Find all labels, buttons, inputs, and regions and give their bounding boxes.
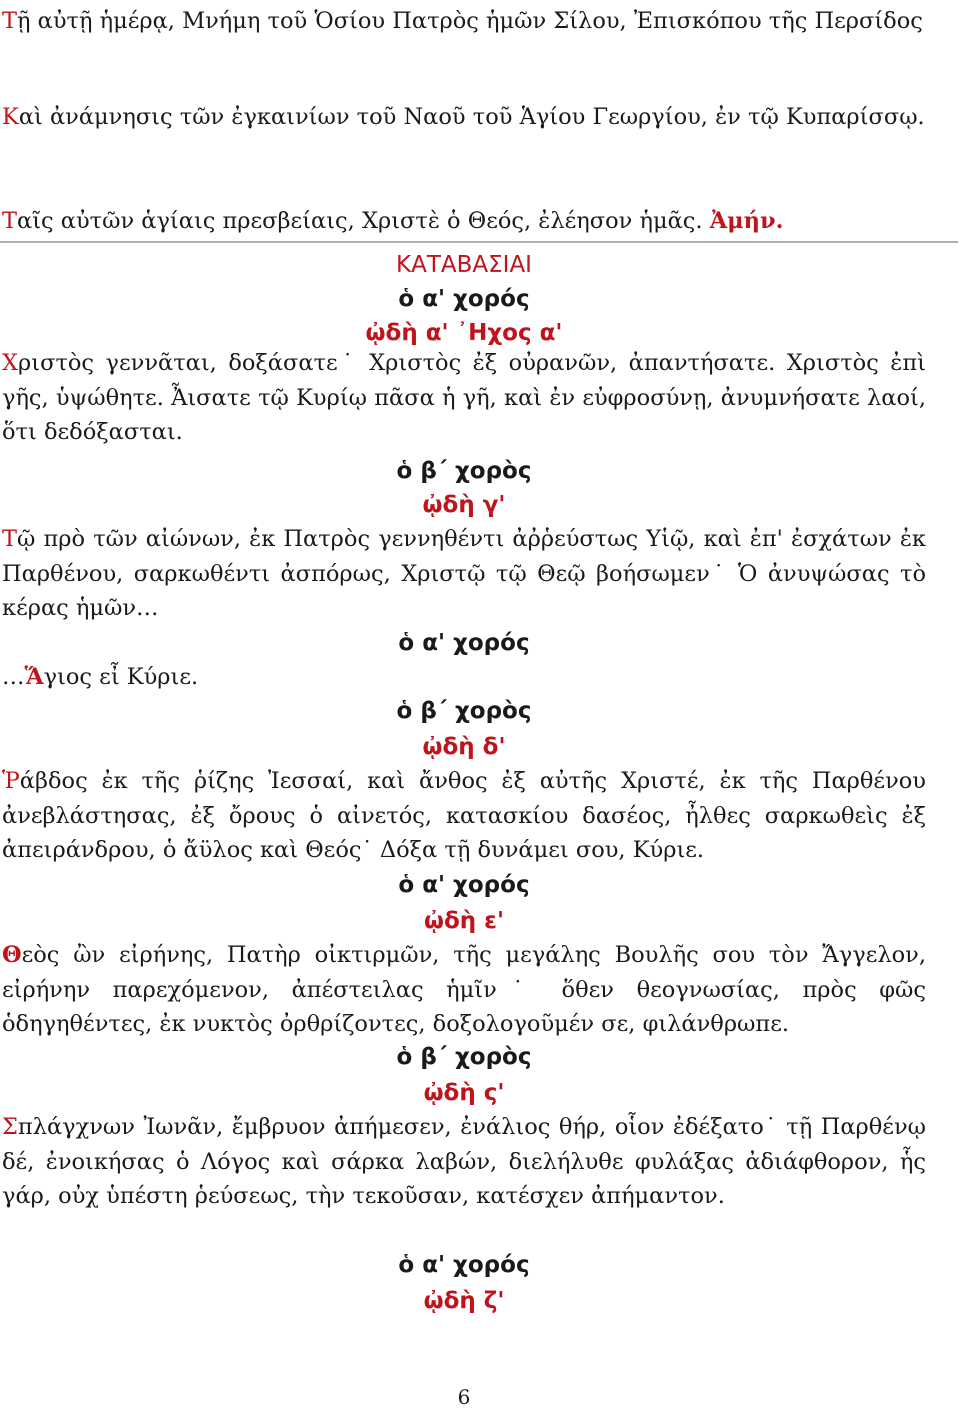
initial-letter: Θ — [2, 942, 22, 968]
paragraph-text: πλάγχνων Ἰωνᾶν, ἔμβρυον ἀπήμεσεν, ἐνάλιος θήρ, οἷον ἐδέξατο˙ τῇ Παρθένῳ δέ, ἐνοικήσας ὁ Λόγος καὶ σάρκα λαβών, διελήλυθε φυλάξας ἀδιάφθορον, ἧς γάρ, οὐχ ὑπέστη ῥεύσεως, τὴν τεκοῦσαν, κατέσχεν ἀπήμαντον. — [2, 1114, 926, 1209]
paragraph-text: γιος εἶ Κύριε. — [43, 664, 199, 690]
initial-letter: Τ — [2, 208, 18, 234]
katavasiai-title: ΚΑΤΑΒΑΣΙΑΙ — [396, 252, 532, 278]
ellipsis: … — [2, 664, 25, 690]
ode-1-heading: ᾠδὴ α' ᾿Ηχος α' — [365, 320, 563, 346]
commemoration-consecration — [2, 100, 926, 135]
paragraph-text: ριστὸς γεννᾶται, δοξάσατε˙ Χριστὸς ἐξ οὐρανῶν, ἀπαντήσατε. Χριστὸς ἐπὶ γῆς, ὑψώθητε. Ἆισατε τῷ Κυρίῳ πᾶσα ἡ γῆ, καὶ ἐν εὐφροσύνῃ, ἀνυμνήσατε λαοί, ὅτι δεδόξασται. — [2, 350, 926, 445]
section-divider — [0, 241, 958, 243]
page-number: 6 — [457, 1385, 471, 1409]
paragraph-text: αῖς αὐτῶν ἁγίαις πρεσβείαις, Χριστὲ ὁ Θεός, ἐλέησον ἡμᾶς. — [17, 208, 710, 234]
ode-5-text — [2, 938, 926, 1042]
initial-letter: Κ — [2, 104, 19, 130]
commemoration-silos — [2, 4, 926, 39]
ode-3-text — [2, 522, 926, 626]
choir-b-label: ὁ β΄ χορὸς — [396, 1044, 532, 1070]
initial-letter: Ῥ — [2, 768, 20, 794]
ode-1-text — [2, 346, 926, 450]
ode-7-heading: ᾠδὴ ζ' — [423, 1288, 505, 1314]
ode-4-heading: ᾠδὴ δ' — [422, 734, 506, 760]
paragraph-text: ῇ αὐτῇ ἡμέρᾳ, Μνήμη τοῦ Ὁσίου Πατρὸς ἡμῶν Σίλου, Ἐπισκόπου τῆς Περσίδος — [17, 8, 923, 34]
initial-letter: Τ — [2, 526, 18, 552]
choir-a-label: ὁ α' χορός — [398, 1252, 530, 1278]
amen-word: Ἀμήν. — [709, 208, 784, 234]
initial-letter: Χ — [2, 350, 19, 376]
choir-a-label: ὁ α' χορός — [398, 872, 530, 898]
initial-letter: Σ — [2, 1114, 18, 1140]
ode-3-heading: ᾠδὴ γ' — [422, 492, 506, 518]
paragraph-text: εὸς ὢν εἰρήνης, Πατὴρ οἰκτιρμῶν, τῆς μεγάλης Βουλῆς σου τὸν Ἄγγελον, εἰρήνην παρεχόμενον, ἀπέστειλας ἡμῖν˙ ὅθεν θεογνωσίας, πρὸς φῶς ὁδηγηθέντες, ἐκ νυκτὸς ὀρθρίζοντες, δοξολογοῦμέν σε, φιλάνθρωπε. — [2, 942, 926, 1037]
dismissal-prayer — [2, 204, 926, 239]
ode-3-ending — [2, 660, 926, 695]
ode-5-heading: ᾠδὴ ε' — [423, 908, 505, 934]
choir-a-label: ὁ α' χορός — [398, 630, 530, 656]
paragraph-text: άβδος ἐκ τῆς ῥίζης Ἰεσσαί, καὶ ἄνθος ἐξ αὐτῆς Χριστέ, ἐκ τῆς Παρθένου ἀνεβλάστησας, ἐξ ὄρους ὁ αἰνετός, κατασκίου δασέος, ἦλθες σαρκωθεὶς ἐξ ἀπειράνδρου, ὁ ἄϋλος καὶ Θεός˙ Δόξα τῇ δυνάμει σου, Κύριε. — [2, 768, 926, 863]
paragraph-text: αὶ ἀνάμνησις τῶν ἐγκαινίων τοῦ Ναοῦ τοῦ Ἁγίου Γεωργίου, ἐν τῷ Κυπαρίσσῳ. — [18, 104, 925, 130]
paragraph-text: ῷ πρὸ τῶν αἰώνων, ἐκ Πατρὸς γεννηθέντι ἀῤῥεύστως Υἱῷ, καὶ ἐπ' ἐσχάτων ἐκ Παρθένου, σαρκωθέντι ἀσπόρως, Χριστῷ τῷ Θεῷ βοήσωμεν˙ Ὁ ἀνυψώσας τὸ κέρας ἡμῶν… — [2, 526, 926, 621]
ode-6-heading: ᾠδὴ ς' — [423, 1080, 505, 1106]
initial-letter: Ἅ — [24, 664, 44, 690]
choir-b-label: ὁ β΄ χορὸς — [396, 458, 532, 484]
choir-a-label: ὁ α' χορός — [398, 286, 530, 312]
choir-b-label: ὁ β΄ χορὸς — [396, 698, 532, 724]
initial-letter: Τ — [2, 8, 18, 34]
ode-6-text — [2, 1110, 926, 1214]
ode-4-text — [2, 764, 926, 868]
